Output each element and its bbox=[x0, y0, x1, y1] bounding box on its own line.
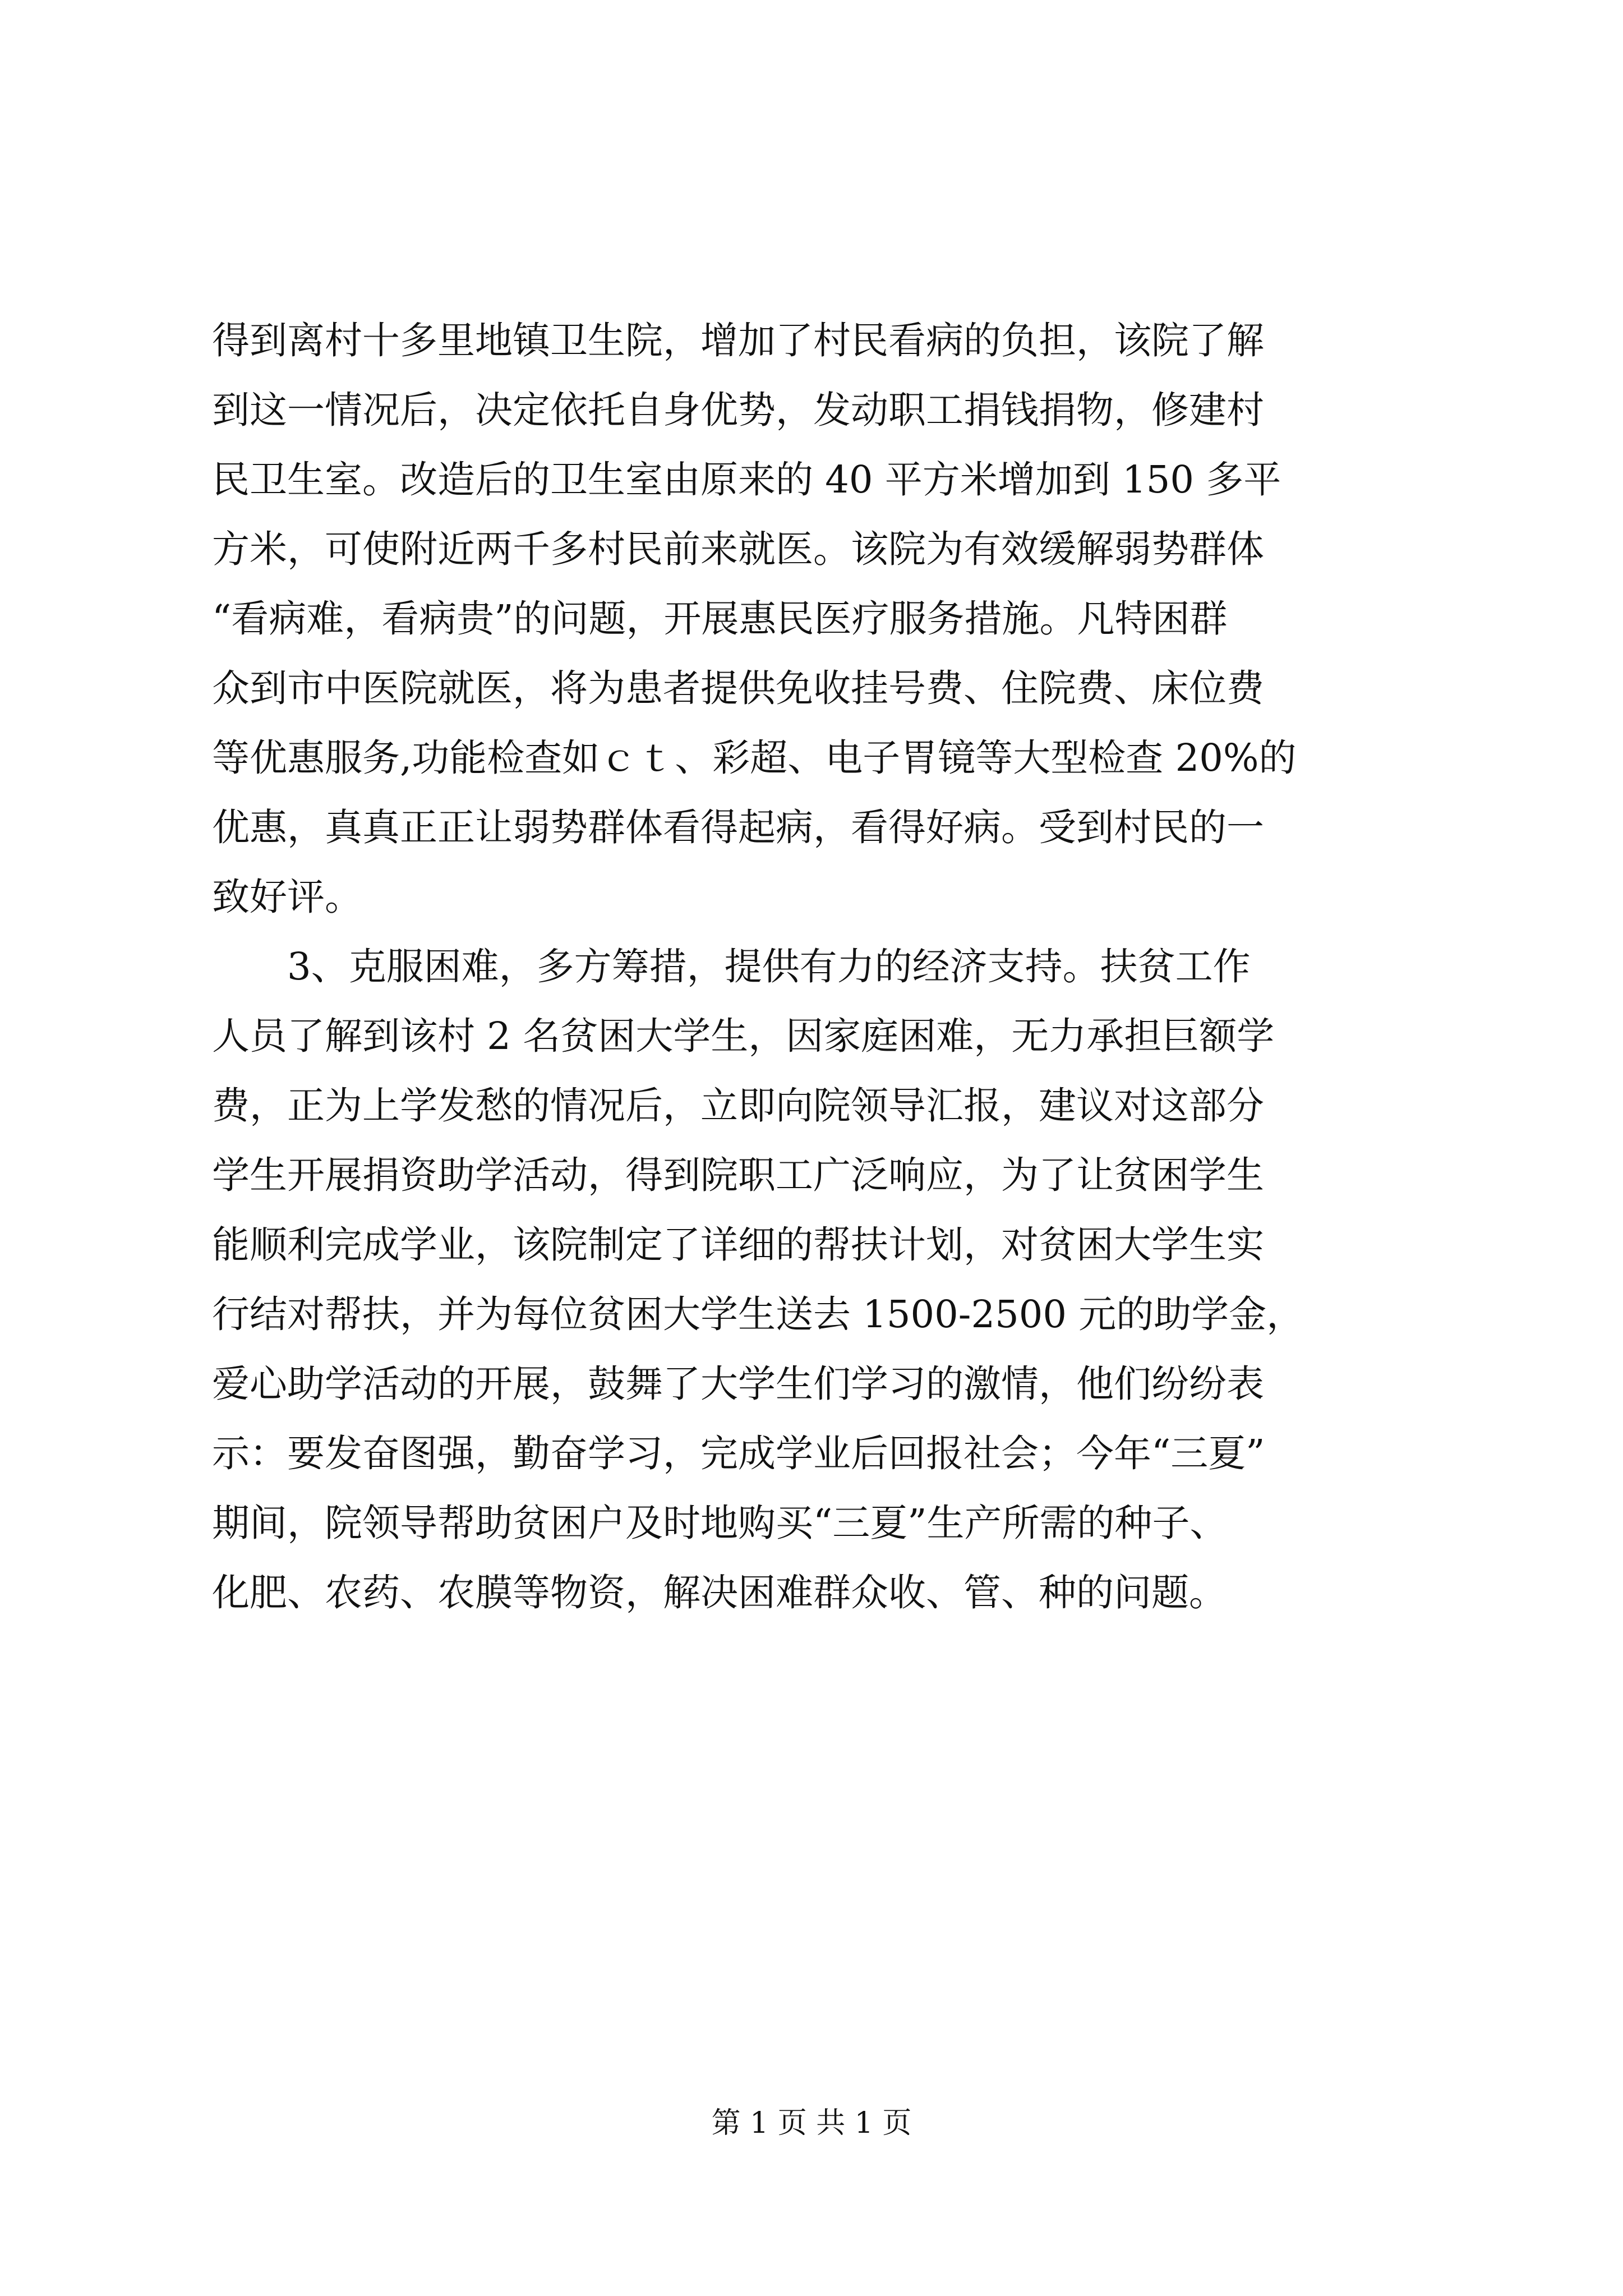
text-line: 爱心助学活动的开展，鼓舞了大学生们学习的激情，他们纷纷表 bbox=[212, 1362, 1264, 1406]
text-line: 等优惠服务,功能检查如ｃｔ、彩超、电子胃镜等大型检查 20%的 bbox=[212, 736, 1297, 780]
text-line: 期间，院领导帮助贫困户及时地购买“三夏”生产所需的种子、 bbox=[212, 1501, 1228, 1545]
text-line: 行结对帮扶，并为每位贫困大学生送去 1500-2500 元的助学金， bbox=[212, 1292, 1304, 1336]
text-line: 方米，可使附近两千多村民前来就医。该院为有效缓解弱势群体 bbox=[212, 527, 1264, 571]
document-body bbox=[212, 306, 1454, 1627]
text-line: 民卫生室。改造后的卫生室由原来的 40 平方米增加到 150 多平 bbox=[212, 458, 1281, 501]
text-line: 化肥、农药、农膜等物资，解决困难群众收、管、种的问题。 bbox=[212, 1571, 1227, 1614]
text-line: 优惠，真真正正让弱势群体看得起病，看得好病。受到村民的一 bbox=[212, 806, 1264, 849]
text-line: 能顺利完成学业，该院制定了详细的帮扶计划，对贫困大学生实 bbox=[212, 1223, 1264, 1267]
text-line: 人员了解到该村 2 名贫困大学生，因家庭困难，无力承担巨额学 bbox=[212, 1014, 1275, 1058]
text-line: 致好评。 bbox=[212, 875, 362, 919]
text-line: “看病难，看病贵”的问题，开展惠民医疗服务措施。凡特困群 bbox=[212, 597, 1228, 641]
text-line: 费，正为上学发愁的情况后，立即向院领导汇报，建议对这部分 bbox=[212, 1084, 1264, 1128]
paragraph-start-line: 3、克服困难，多方筹措，提供有力的经济支持。扶贫工作 bbox=[212, 945, 1251, 988]
text-line: 众到市中医院就医，将为患者提供免收挂号费、住院费、床位费 bbox=[212, 666, 1264, 710]
page-footer: 第 1 页 共 1 页 bbox=[711, 2106, 912, 2140]
text-line: 得到离村十多里地镇卫生院，增加了村民看病的负担，该院了解 bbox=[212, 319, 1264, 362]
text-line: 到这一情况后，决定依托自身优势，发动职工捐钱捐物，修建村 bbox=[212, 388, 1264, 432]
text-line: 示：要发奋图强，勤奋学习，完成学业后回报社会；今年“三夏” bbox=[212, 1432, 1265, 1475]
text-line: 学生开展捐资助学活动，得到院职工广泛响应，为了让贫困学生 bbox=[212, 1153, 1264, 1197]
